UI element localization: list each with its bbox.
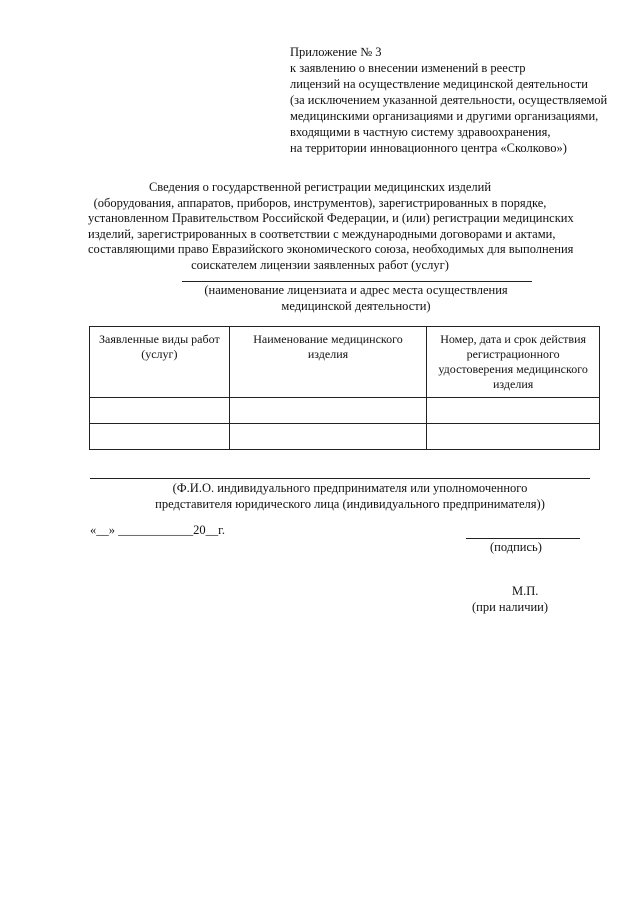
table-cell bbox=[90, 424, 230, 450]
appendix-title: Приложение № 3 bbox=[290, 45, 382, 59]
table-cell bbox=[229, 424, 427, 450]
stamp-label: М.П. bbox=[512, 584, 539, 598]
date-field: «__» ____________20__г. bbox=[90, 523, 225, 537]
signer-name-line bbox=[90, 478, 590, 479]
intro-line: Сведения о государственной регистрации медицинских изделий bbox=[148, 180, 492, 194]
table-cell bbox=[427, 424, 600, 450]
intro-line: составляющими право Евразийского экономического союза, необходимых для выполнения bbox=[88, 242, 574, 256]
signer-caption bbox=[110, 480, 590, 512]
table-cell bbox=[427, 398, 600, 424]
appendix-line: (за исключением указанной деятельности, осуществляемой bbox=[290, 93, 608, 107]
signer-caption-line: (Ф.И.О. индивидуального предпринимателя или уполномоченного bbox=[172, 481, 528, 495]
appendix-line: медицинскими организациями и другими организациями, bbox=[290, 109, 599, 123]
table-header-row bbox=[90, 327, 600, 398]
table-cell bbox=[229, 398, 427, 424]
intro-line: (оборудования, аппаратов, приборов, инструментов), зарегистрированных в порядке, bbox=[93, 195, 547, 210]
licensee-name-line bbox=[182, 281, 532, 282]
licensee-caption-line: (наименование лицензиата и адрес места осуществления bbox=[204, 283, 508, 297]
table-cell bbox=[90, 398, 230, 424]
appendix-line: лицензий на осуществление медицинской деятельности bbox=[290, 77, 588, 91]
intro-paragraph bbox=[88, 180, 574, 273]
appendix-line: к заявлению о внесении изменений в реестр bbox=[290, 61, 526, 75]
signature-label: (подпись) bbox=[490, 540, 542, 554]
licensee-caption bbox=[150, 283, 562, 314]
appendix-header bbox=[290, 44, 630, 156]
registration-table bbox=[89, 326, 600, 450]
appendix-line: на территории инновационного центра «Сколково») bbox=[290, 141, 567, 155]
signer-caption-line: представителя юридического лица (индивидуального предпринимателя)) bbox=[155, 497, 545, 511]
signature-line bbox=[466, 538, 580, 539]
licensee-caption-line: медицинской деятельности) bbox=[281, 298, 431, 313]
table-row bbox=[90, 424, 600, 450]
intro-line: установленном Правительством Российской Федерации, и (или) регистрации медицинских bbox=[88, 211, 574, 225]
table-row bbox=[90, 398, 600, 424]
column-header-device-name: Наименование медицинского изделия bbox=[229, 327, 427, 398]
intro-line: изделий, зарегистрированных в соответствии с международными договорами и актами, bbox=[88, 226, 556, 241]
column-header-services: Заявленные виды работ (услуг) bbox=[90, 327, 230, 398]
intro-line: соискателем лицензии заявленных работ (услуг) bbox=[191, 257, 449, 272]
stamp-note: (при наличии) bbox=[472, 600, 549, 614]
column-header-certificate: Номер, дата и срок действия регистрационного удостоверения медицинского изделия bbox=[427, 327, 600, 398]
appendix-line: входящими в частную систему здравоохранения, bbox=[290, 125, 551, 139]
